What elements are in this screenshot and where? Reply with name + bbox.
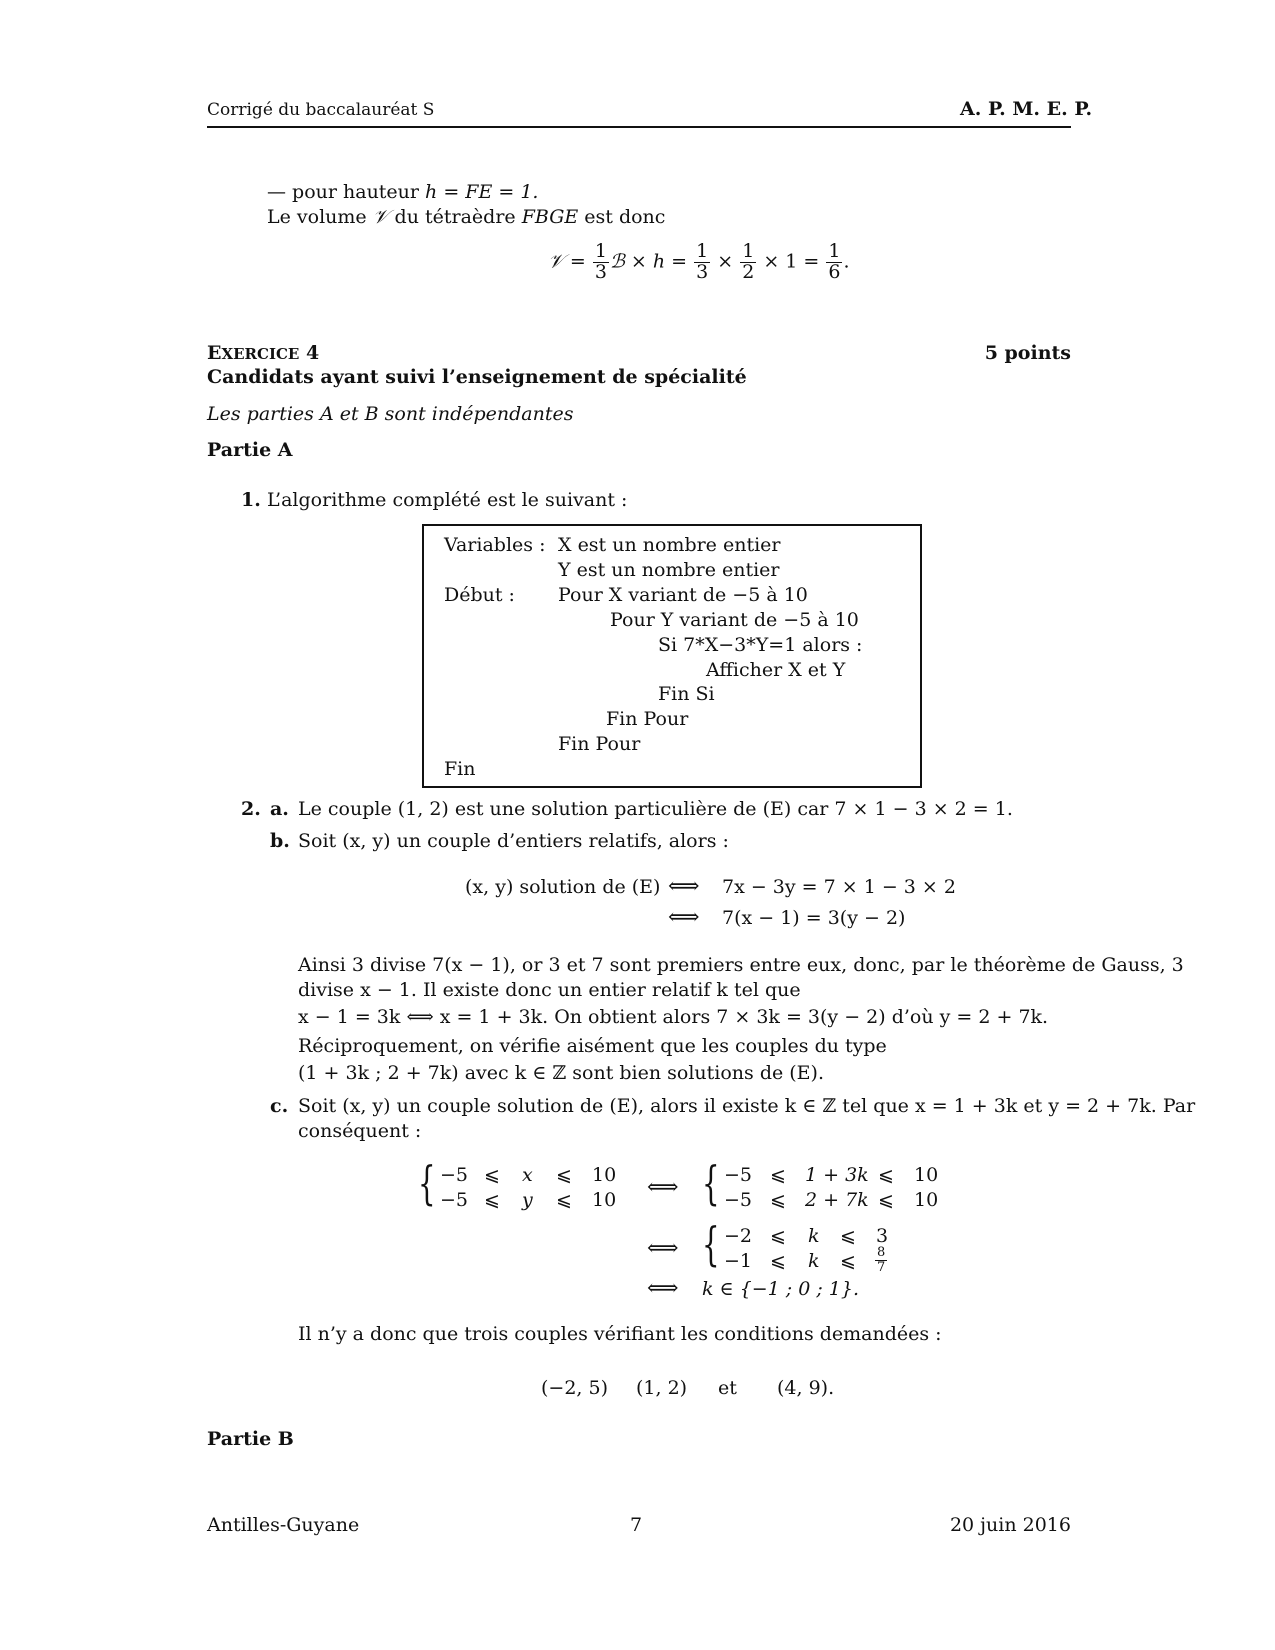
sys1-r2-le2: ⩽ bbox=[556, 1189, 572, 1211]
sys1-r1-ten: 10 bbox=[592, 1164, 617, 1186]
sys-iff3: ⟺ bbox=[647, 1276, 679, 1301]
eq1-iff: ⟺ bbox=[668, 874, 700, 899]
sys3-r2-c1: −1 bbox=[724, 1250, 753, 1272]
q2c-line2: conséquent : bbox=[298, 1120, 422, 1142]
formula-dot: . bbox=[843, 250, 850, 273]
sys-iff1: ⟺ bbox=[647, 1175, 679, 1200]
exercise-note: Les parties A et B sont indépendantes bbox=[207, 403, 574, 425]
formula-rest: × 1 = bbox=[757, 250, 826, 273]
header-right: A. P. M. E. P. bbox=[960, 98, 1093, 120]
frac-den: 3 bbox=[696, 260, 709, 283]
frac-num: 1 bbox=[594, 240, 607, 262]
right-brace-2: { bbox=[702, 1217, 720, 1271]
sys1-r2-c1: −5 bbox=[440, 1189, 469, 1211]
algo-line1: Pour X variant de −5 à 10 bbox=[558, 584, 808, 606]
header-rule bbox=[207, 126, 1071, 128]
intro-line1-math: h = FE = 1. bbox=[425, 181, 539, 203]
sys1-r2-ten: 10 bbox=[592, 1189, 617, 1211]
algo-line2: Pour Y variant de −5 à 10 bbox=[610, 609, 859, 631]
exercise-title-cap: E bbox=[207, 342, 222, 364]
header-left: Corrigé du baccalauréat S bbox=[207, 100, 435, 120]
formula-bh: ℬ × h = bbox=[609, 250, 694, 273]
frac-den: 2 bbox=[742, 260, 755, 283]
fraction-1-2 bbox=[740, 242, 756, 283]
algo-line5: Fin Si bbox=[658, 683, 715, 705]
algo-variables-label: Variables : bbox=[444, 534, 546, 556]
sys3-r2-le1: ⩽ bbox=[770, 1250, 786, 1272]
sys-final: k ∈ {−1 ; 0 ; 1}. bbox=[702, 1278, 860, 1300]
sys1-r2-y: y bbox=[522, 1189, 533, 1211]
eq2-rhs: 7(x − 1) = 3(y − 2) bbox=[722, 907, 906, 929]
fraction-1-3b bbox=[694, 242, 710, 283]
pair-1: (−2, 5) bbox=[541, 1377, 609, 1399]
exercise-title bbox=[207, 342, 319, 364]
frac-den: 7 bbox=[877, 1259, 886, 1275]
intro-line2 bbox=[267, 206, 665, 228]
pair-3: (4, 9). bbox=[777, 1377, 835, 1399]
conclusion-text: Il n’y a donc que trois couples vérifiant les conditions demandées : bbox=[298, 1323, 942, 1345]
eq2-iff: ⟺ bbox=[668, 905, 700, 930]
sys3-r2-frac bbox=[874, 1246, 888, 1274]
frac-num: 8 bbox=[877, 1245, 886, 1260]
intro-line1-text: — pour hauteur bbox=[267, 181, 426, 203]
sys3-r1-le2: ⩽ bbox=[840, 1225, 856, 1247]
intro-text-a: Le volume bbox=[267, 206, 373, 228]
sys-iff2: ⟺ bbox=[647, 1236, 679, 1261]
q2a-text: Le couple (1, 2) est une solution particulière de (E) car 7 × 1 − 3 × 2 = 1. bbox=[298, 798, 1013, 820]
exercise-points: 5 points bbox=[984, 342, 1071, 364]
algorithm-box bbox=[422, 524, 922, 788]
q2b-label: b. bbox=[270, 830, 290, 852]
intro-tetra-name: FBGE bbox=[521, 206, 579, 228]
pair-conjunction: et bbox=[718, 1377, 737, 1399]
sys1-r1-x: x bbox=[522, 1164, 533, 1186]
sys3-r1-le1: ⩽ bbox=[770, 1225, 786, 1247]
algo-debut-label: Début : bbox=[444, 584, 515, 606]
q1-text: L’algorithme complété est le suivant : bbox=[267, 489, 628, 511]
exercise-title-num: 4 bbox=[299, 342, 320, 364]
algo-line4: Afficher X et Y bbox=[706, 659, 846, 681]
footer-page-number: 7 bbox=[630, 1514, 643, 1536]
q2c-line1: Soit (x, y) un couple solution de (E), alors il existe k ∈ ℤ tel que x = 1 + 3k et y = 2 + 7k. Par bbox=[298, 1095, 1196, 1117]
sys2-r2-ten: 10 bbox=[914, 1189, 939, 1211]
frac-den: 3 bbox=[594, 260, 607, 283]
frac-num: 1 bbox=[742, 240, 755, 262]
algo-line7: Fin Pour bbox=[558, 733, 641, 755]
footer-left: Antilles-Guyane bbox=[207, 1514, 360, 1536]
q2b-para4: Réciproquement, on vérifie aisément que les couples du type bbox=[298, 1035, 887, 1057]
frac-den: 6 bbox=[828, 260, 841, 283]
eq1-lhs: (x, y) solution de (E) bbox=[465, 876, 661, 898]
sys1-r1-le1: ⩽ bbox=[484, 1164, 500, 1186]
q2a-label: a. bbox=[270, 798, 289, 820]
sys2-r2-expr: 2 + 7k bbox=[805, 1189, 869, 1211]
algo-var2: Y est un nombre entier bbox=[558, 559, 780, 581]
sys3-r1-three: 3 bbox=[876, 1225, 889, 1247]
sys3-r1-c1: −2 bbox=[724, 1225, 753, 1247]
sys3-r2-le2: ⩽ bbox=[840, 1250, 856, 1272]
pair-2: (1, 2) bbox=[636, 1377, 688, 1399]
intro-volume-symbol: 𝒱 bbox=[372, 206, 389, 228]
q2b-para3: x − 1 = 3k ⟺ x = 1 + 3k. On obtient alors 7 × 3k = 3(y − 2) d’où y = 2 + 7k. bbox=[298, 1006, 1049, 1028]
sys2-r2-le1: ⩽ bbox=[770, 1189, 786, 1211]
intro-line1 bbox=[267, 181, 538, 203]
fraction-1-3 bbox=[593, 242, 609, 283]
volume-formula bbox=[548, 242, 850, 283]
footer-date: 20 juin 2016 bbox=[949, 1514, 1071, 1536]
sys1-r1-le2: ⩽ bbox=[556, 1164, 572, 1186]
algo-line3: Si 7*X−3*Y=1 alors : bbox=[658, 634, 863, 656]
sys1-r1-c1: −5 bbox=[440, 1164, 469, 1186]
sys2-r2-le2: ⩽ bbox=[878, 1189, 894, 1211]
exercise-title-rest: XERCICE bbox=[221, 345, 300, 363]
q2b-text: Soit (x, y) un couple d’entiers relatifs, alors : bbox=[298, 830, 729, 852]
sys2-r2-c1: −5 bbox=[724, 1189, 753, 1211]
q2c-label: c. bbox=[270, 1095, 289, 1117]
sys2-r1-c1: −5 bbox=[724, 1164, 753, 1186]
q2b-para2: divise x − 1. Il existe donc un entier relatif k tel que bbox=[298, 979, 801, 1001]
sys3-r2-k: k bbox=[808, 1250, 820, 1272]
sys2-r1-le2: ⩽ bbox=[878, 1164, 894, 1186]
formula-times: × bbox=[711, 250, 740, 273]
frac-num: 1 bbox=[696, 240, 709, 262]
q1-number: 1. bbox=[241, 489, 261, 511]
intro-text-b: du tétraèdre bbox=[388, 206, 522, 228]
sys1-r2-le1: ⩽ bbox=[484, 1189, 500, 1211]
left-brace: { bbox=[418, 1156, 436, 1210]
formula-lhs: 𝒱 = bbox=[548, 250, 592, 273]
sys2-r1-expr: 1 + 3k bbox=[805, 1164, 869, 1186]
intro-text-c: est donc bbox=[578, 206, 666, 228]
fraction-8-7 bbox=[875, 1246, 887, 1274]
sys2-r1-ten: 10 bbox=[914, 1164, 939, 1186]
part-a-heading: Partie A bbox=[207, 439, 293, 461]
algo-line6: Fin Pour bbox=[606, 708, 689, 730]
algo-var1: X est un nombre entier bbox=[558, 534, 781, 556]
q2-number: 2. bbox=[241, 798, 261, 820]
sys3-r1-k: k bbox=[808, 1225, 820, 1247]
sys2-r1-le1: ⩽ bbox=[770, 1164, 786, 1186]
part-b-heading: Partie B bbox=[207, 1428, 294, 1450]
fraction-1-6 bbox=[826, 242, 842, 283]
right-brace-1: { bbox=[702, 1156, 720, 1210]
exercise-subtitle: Candidats ayant suivi l’enseignement de spécialité bbox=[207, 366, 747, 388]
q2b-para1: Ainsi 3 divise 7(x − 1), or 3 et 7 sont premiers entre eux, donc, par le théorème de Gauss, 3 bbox=[298, 954, 1184, 976]
frac-num: 1 bbox=[828, 240, 841, 262]
algo-fin: Fin bbox=[444, 758, 476, 780]
q2b-para5: (1 + 3k ; 2 + 7k) avec k ∈ ℤ sont bien solutions de (E). bbox=[298, 1062, 824, 1084]
eq1-rhs: 7x − 3y = 7 × 1 − 3 × 2 bbox=[722, 876, 956, 898]
